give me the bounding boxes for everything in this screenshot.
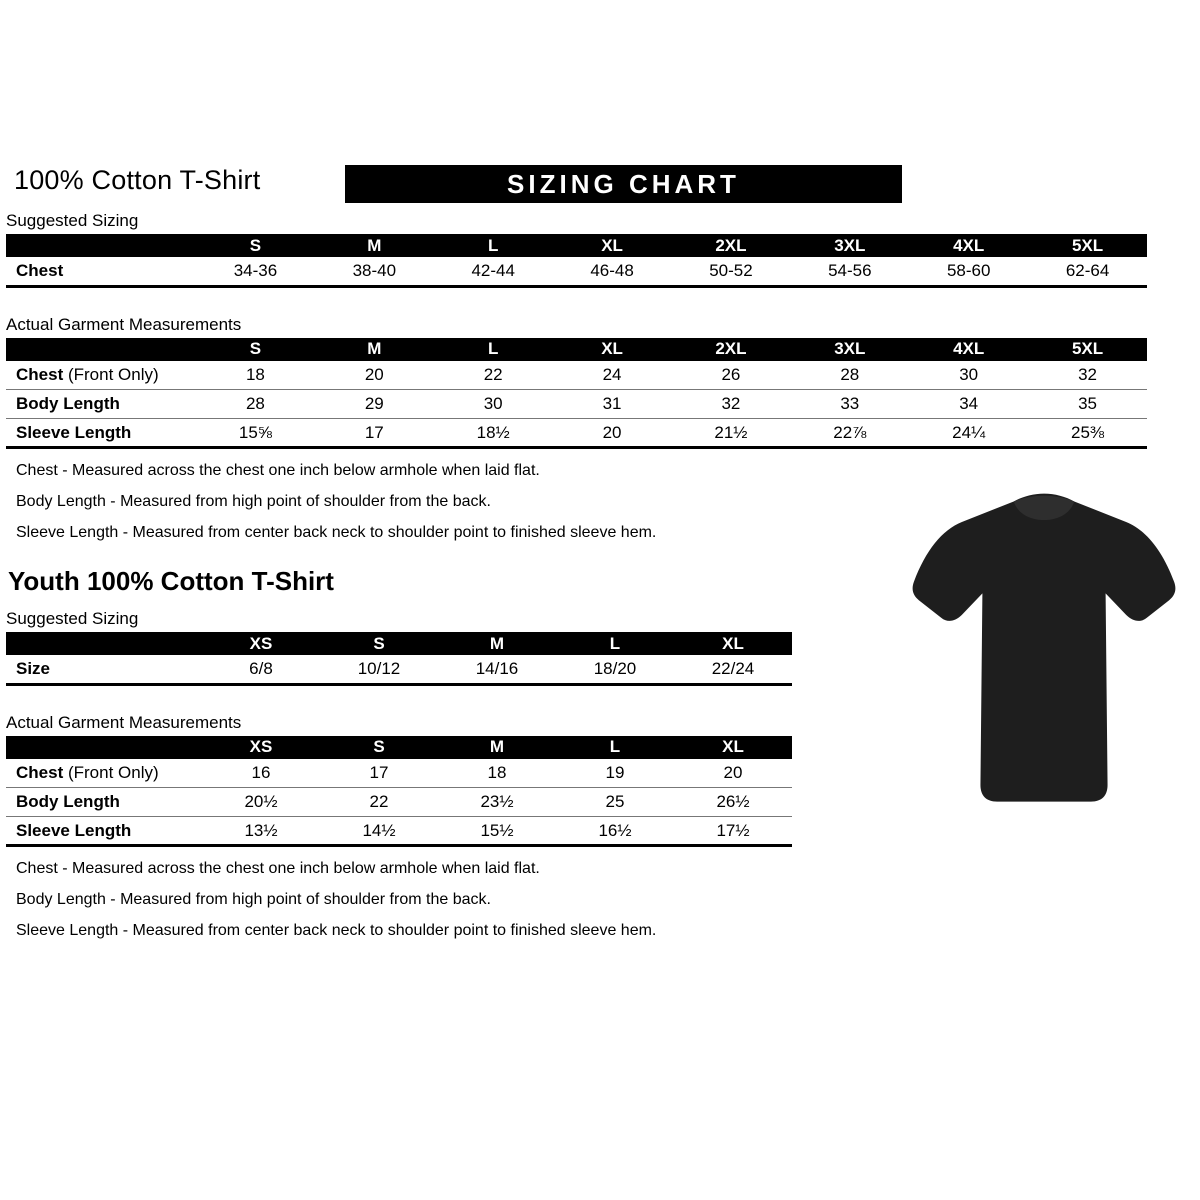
value-cell: 24	[602, 364, 622, 384]
header-corner	[6, 234, 196, 257]
value-cell: 13½	[244, 820, 278, 840]
youth-title: Youth 100% Cotton T-Shirt	[8, 566, 334, 596]
header-corner	[6, 632, 202, 655]
value-cell: 25	[605, 792, 625, 811]
value-cell: 22/24	[711, 658, 755, 678]
sizing-table	[6, 338, 1147, 450]
page-title: 100% Cotton T-Shirt	[14, 165, 261, 195]
row-label: Sleeve Length	[16, 422, 132, 442]
table-row	[6, 788, 792, 817]
size-column-header: 3XL	[790, 338, 909, 361]
table-row	[6, 817, 792, 846]
value-cell: 16	[251, 762, 271, 782]
size-column-header: S	[196, 338, 315, 361]
size-header-row	[6, 736, 792, 759]
value-cell: 58-60	[946, 260, 991, 280]
adult-suggested-sizing-table	[6, 234, 1194, 288]
row-label: Size	[16, 658, 51, 678]
value-cell: 34	[959, 394, 979, 413]
size-column-header: M	[315, 234, 434, 257]
size-column-header: 4XL	[909, 338, 1028, 361]
value-cell: 21½	[714, 422, 748, 442]
value-cell: 38-40	[352, 260, 397, 280]
row-label: Chest (Front Only)	[16, 762, 159, 782]
adult-sleeve-length-note: Sleeve Length - Measured from center back neck to shoulder point to finished sleeve hem.	[16, 524, 657, 541]
size-column-header: XL	[674, 736, 792, 759]
row-label: Chest	[16, 260, 64, 280]
value-cell: 20	[364, 364, 384, 384]
value-cell: 6/8	[249, 658, 273, 678]
size-column-header: 4XL	[909, 234, 1028, 257]
value-cell: 22	[483, 364, 503, 384]
size-column-header: XS	[202, 632, 320, 655]
value-cell: 30	[483, 394, 503, 413]
value-cell: 22⅞	[833, 422, 867, 442]
size-column-header: XS	[202, 736, 320, 759]
tshirt-body	[913, 494, 1176, 802]
adult-body-length-note: Body Length - Measured from high point of shoulder from the back.	[16, 493, 491, 510]
size-column-header: 3XL	[790, 234, 909, 257]
table-row	[6, 257, 1147, 286]
sizing-chart-banner: SIZING CHART	[345, 165, 902, 203]
value-cell: 15½	[480, 820, 514, 840]
adult-chest-note: Chest - Measured across the chest one inch below armhole when laid flat.	[16, 462, 540, 479]
row-label: Body Length	[16, 394, 120, 413]
value-cell: 50-52	[709, 260, 753, 280]
table-row	[6, 361, 1147, 390]
youth-suggested-sizing-label: Suggested Sizing	[6, 609, 139, 628]
value-cell: 17	[369, 762, 389, 782]
size-header-row	[6, 632, 792, 655]
table-row	[6, 390, 1147, 419]
row-label: Body Length	[16, 792, 120, 811]
value-cell: 30	[959, 364, 979, 384]
size-column-header: 2XL	[672, 234, 791, 257]
header-corner	[6, 736, 202, 759]
value-cell: 28	[840, 364, 860, 384]
value-cell: 17½	[716, 820, 750, 840]
size-column-header: S	[320, 736, 438, 759]
value-cell: 32	[1078, 364, 1098, 384]
value-cell: 14/16	[475, 658, 519, 678]
size-column-header: L	[434, 338, 553, 361]
youth-measurement-notes	[6, 860, 1194, 940]
value-cell: 26½	[716, 792, 750, 811]
value-cell: 14½	[362, 820, 396, 840]
table-row	[6, 655, 792, 684]
table-row	[6, 759, 792, 788]
size-header-row	[6, 234, 1147, 257]
header-row	[6, 165, 1194, 207]
tshirt-product-image	[896, 478, 1192, 830]
value-cell: 18½	[476, 422, 510, 442]
value-cell: 19	[605, 762, 625, 782]
sizing-table	[6, 736, 792, 848]
table-row	[6, 419, 1147, 448]
adult-actual-measurements-label: Actual Garment Measurements	[6, 314, 242, 334]
value-cell: 18	[487, 762, 507, 782]
size-column-header: XL	[674, 632, 792, 655]
value-cell: 24¼	[952, 422, 986, 442]
value-cell: 20½	[244, 792, 278, 811]
value-cell: 16½	[598, 820, 632, 840]
value-cell: 62-64	[1065, 260, 1110, 280]
value-cell: 18/20	[593, 658, 637, 678]
value-cell: 42-44	[471, 260, 515, 280]
row-label: Sleeve Length	[16, 820, 132, 840]
value-cell: 33	[840, 394, 860, 413]
size-column-header: 2XL	[672, 338, 791, 361]
size-column-header: XL	[553, 234, 672, 257]
size-column-header: L	[556, 736, 674, 759]
youth-chest-note: Chest - Measured across the chest one inch below armhole when laid flat.	[16, 860, 540, 877]
value-cell: 32	[721, 394, 741, 413]
adult-suggested-sizing-label: Suggested Sizing	[6, 211, 139, 230]
value-cell: 34-36	[233, 260, 278, 280]
value-cell: 10/12	[357, 658, 401, 678]
value-cell: 25⅜	[1071, 422, 1105, 442]
adult-actual-measurements-table	[6, 338, 1194, 450]
size-column-header: S	[320, 632, 438, 655]
value-cell: 46-48	[590, 260, 634, 280]
value-cell: 54-56	[828, 260, 872, 280]
value-cell: 15⅝	[238, 422, 272, 442]
value-cell: 20	[602, 422, 622, 442]
size-header-row	[6, 338, 1147, 361]
youth-actual-measurements-label: Actual Garment Measurements	[6, 712, 242, 732]
value-cell: 26	[721, 364, 741, 384]
value-cell: 35	[1078, 394, 1098, 413]
sizing-table	[6, 632, 792, 686]
value-cell: 23½	[480, 792, 514, 811]
row-label: Chest (Front Only)	[16, 364, 159, 384]
size-column-header: L	[556, 632, 674, 655]
youth-sleeve-length-note: Sleeve Length - Measured from center back neck to shoulder point to finished sleeve hem.	[16, 922, 657, 939]
youth-body-length-note: Body Length - Measured from high point of shoulder from the back.	[16, 891, 491, 908]
header-corner	[6, 338, 196, 361]
size-column-header: S	[196, 234, 315, 257]
value-cell: 31	[602, 394, 622, 413]
value-cell: 22	[369, 792, 389, 811]
value-cell: 17	[364, 422, 384, 442]
size-column-header: XL	[553, 338, 672, 361]
size-column-header: 5XL	[1028, 234, 1147, 257]
value-cell: 29	[364, 394, 384, 413]
value-cell: 28	[245, 394, 265, 413]
size-column-header: M	[315, 338, 434, 361]
size-column-header: 5XL	[1028, 338, 1147, 361]
value-cell: 18	[245, 364, 265, 384]
value-cell: 20	[723, 762, 743, 782]
size-column-header: L	[434, 234, 553, 257]
size-column-header: M	[438, 736, 556, 759]
sizing-table	[6, 234, 1147, 288]
size-column-header: M	[438, 632, 556, 655]
